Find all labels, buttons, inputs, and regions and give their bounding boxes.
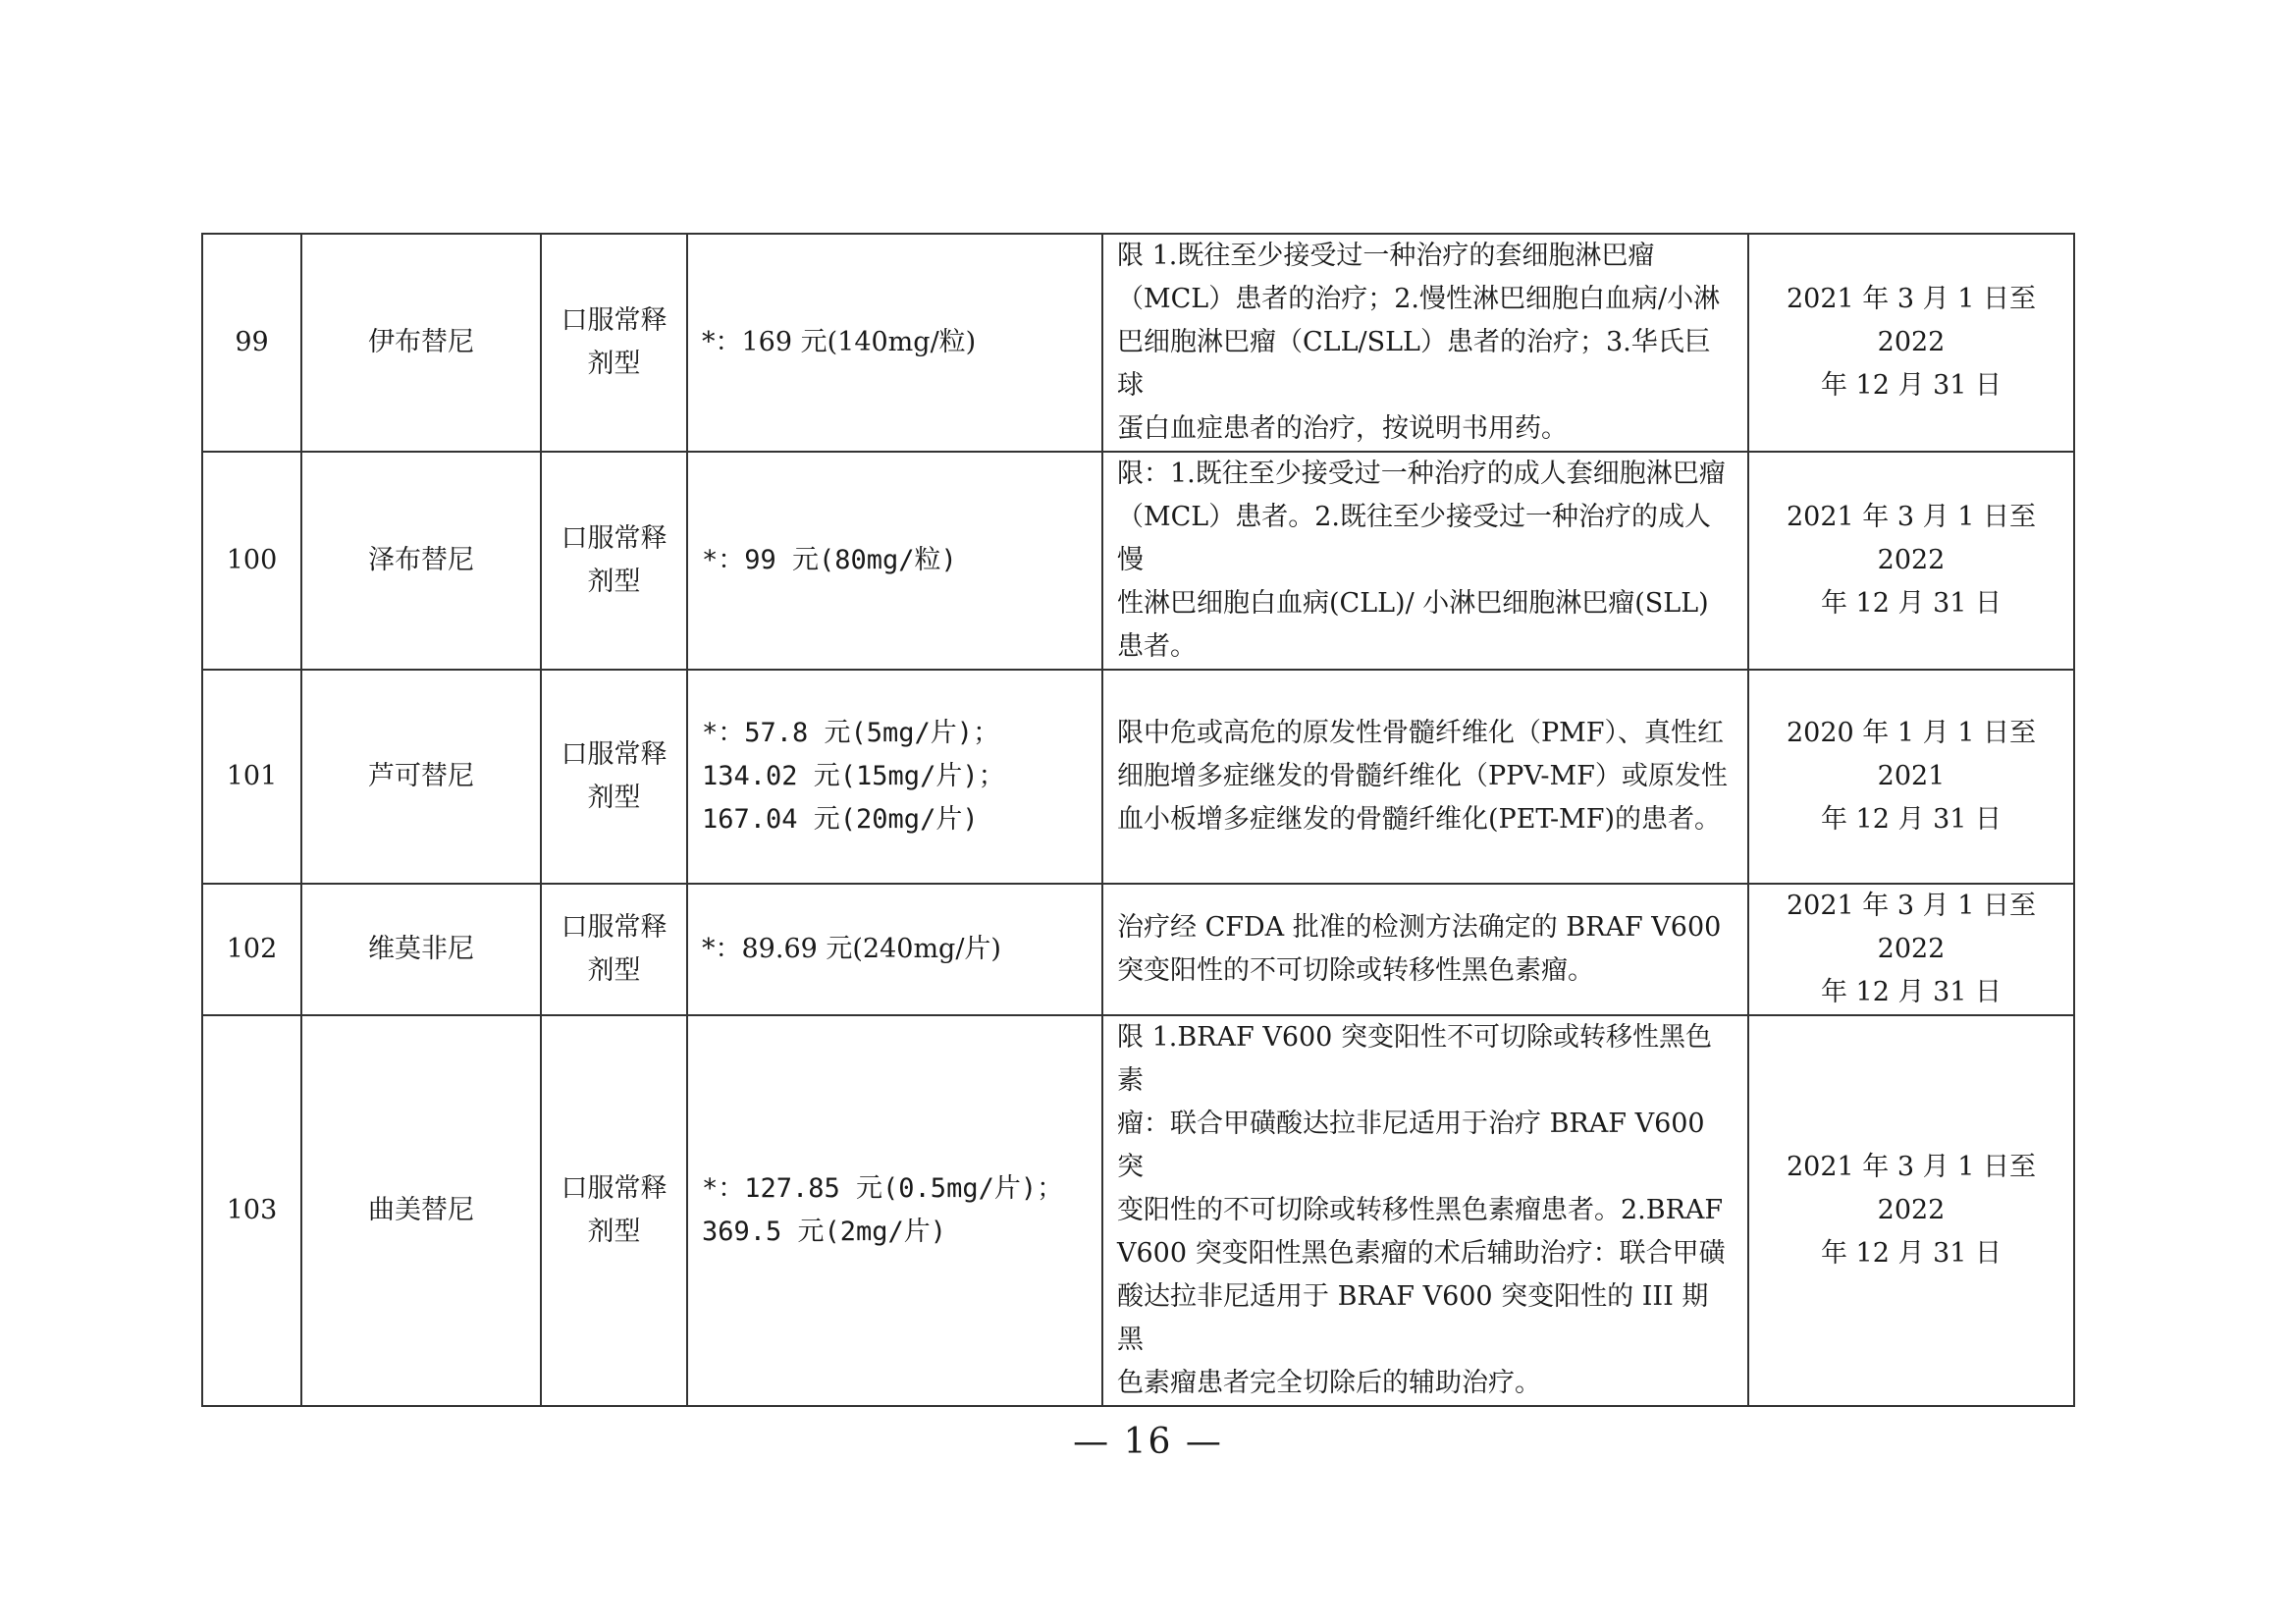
restriction-line: 瘤：联合甲磺酸达拉非尼适用于治疗 BRAF V600 突 xyxy=(1117,1109,1705,1182)
restriction-cell xyxy=(1102,452,1748,670)
validity-line: 2021 年 3 月 1 日至 2022 xyxy=(1787,891,2036,964)
restriction-cell xyxy=(1102,234,1748,452)
dosage-form xyxy=(541,884,687,1015)
drug-name: 伊布替尼 xyxy=(301,234,541,452)
restriction-line: 限 1.既往至少接受过一种治疗的套细胞淋巴瘤 xyxy=(1117,241,1655,271)
validity-line: 年 12 月 31 日 xyxy=(1820,804,2002,835)
drug-name: 曲美替尼 xyxy=(301,1015,541,1406)
validity-period xyxy=(1748,1015,2074,1406)
dosage-form xyxy=(541,452,687,670)
dosage-form-line: 口服常释 xyxy=(561,739,667,770)
table-row xyxy=(202,670,2074,884)
price-cell xyxy=(687,452,1102,670)
drug-name: 维莫非尼 xyxy=(301,884,541,1015)
restriction-line: （MCL）患者的治疗；2.慢性淋巴细胞白血病/小淋 xyxy=(1117,284,1721,314)
dosage-form xyxy=(541,1015,687,1406)
table-row xyxy=(202,884,2074,1015)
price-line: *：57.8 元(5mg/片)； xyxy=(702,718,1000,748)
restriction-line: 患者。 xyxy=(1117,631,1197,662)
validity-line: 年 12 月 31 日 xyxy=(1820,977,2002,1007)
validity-line: 年 12 月 31 日 xyxy=(1820,588,2002,619)
restriction-line: 蛋白血症患者的治疗，按说明书用药。 xyxy=(1117,413,1568,444)
drug-list-table xyxy=(201,233,2075,1407)
restriction-cell xyxy=(1102,884,1748,1015)
price-cell xyxy=(687,670,1102,884)
price-line: *：89.69 元(240mg/片) xyxy=(702,934,1001,964)
dosage-form-line: 口服常释 xyxy=(561,523,667,554)
dosage-form-line: 口服常释 xyxy=(561,305,667,336)
page-number: — 16 — xyxy=(1073,1422,1223,1462)
validity-line: 年 12 月 31 日 xyxy=(1820,1238,2002,1269)
restriction-line: （MCL）患者。2.既往至少接受过一种治疗的成人慢 xyxy=(1117,502,1711,575)
price-line: 369.5 元(2mg/片) xyxy=(702,1217,947,1247)
restriction-line: 突变阳性的不可切除或转移性黑色素瘤。 xyxy=(1117,955,1594,986)
validity-line: 2021 年 3 月 1 日至 2022 xyxy=(1787,284,2036,357)
validity-line: 2021 年 3 月 1 日至 2022 xyxy=(1787,502,2036,575)
row-number: 99 xyxy=(202,234,301,452)
validity-period xyxy=(1748,670,2074,884)
dosage-form-line: 口服常释 xyxy=(561,912,667,943)
restriction-line: 性淋巴细胞白血病(CLL)/ 小淋巴细胞淋巴瘤(SLL) xyxy=(1117,588,1709,619)
price-cell xyxy=(687,884,1102,1015)
table-row xyxy=(202,234,2074,452)
price-line: 167.04 元(20mg/片) xyxy=(702,804,979,835)
price-line: *：169 元(140mg/粒) xyxy=(702,327,977,357)
restriction-line: 限中危或高危的原发性骨髓纤维化（PMF）、真性红 xyxy=(1117,718,1725,748)
restriction-cell xyxy=(1102,670,1748,884)
drug-name: 泽布替尼 xyxy=(301,452,541,670)
dosage-form-line: 剂型 xyxy=(587,955,641,986)
price-line: 134.02 元(15mg/片)； xyxy=(702,761,1005,791)
price-cell xyxy=(687,234,1102,452)
validity-period xyxy=(1748,884,2074,1015)
row-number: 100 xyxy=(202,452,301,670)
restriction-line: 细胞增多症继发的骨髓纤维化（PPV-MF）或原发性 xyxy=(1117,761,1728,791)
validity-line: 年 12 月 31 日 xyxy=(1820,370,2002,401)
price-line: *：127.85 元(0.5mg/片)； xyxy=(702,1173,1064,1204)
row-number: 103 xyxy=(202,1015,301,1406)
table-row xyxy=(202,1015,2074,1406)
row-number: 101 xyxy=(202,670,301,884)
dosage-form-line: 剂型 xyxy=(587,349,641,379)
price-cell xyxy=(687,1015,1102,1406)
restriction-line: 限 1.BRAF V600 突变阳性不可切除或转移性黑色素 xyxy=(1117,1022,1712,1096)
validity-line: 2020 年 1 月 1 日至 2021 xyxy=(1787,718,2036,791)
restriction-line: 变阳性的不可切除或转移性黑色素瘤患者。2.BRAF xyxy=(1117,1195,1724,1225)
dosage-form-line: 剂型 xyxy=(587,567,641,597)
restriction-cell xyxy=(1102,1015,1748,1406)
restriction-line: 酸达拉非尼适用于 BRAF V600 突变阳性的 III 期黑 xyxy=(1117,1281,1709,1355)
dosage-form-line: 剂型 xyxy=(587,783,641,813)
dosage-form-line: 剂型 xyxy=(587,1217,641,1247)
restriction-line: V600 突变阳性黑色素瘤的术后辅助治疗：联合甲磺 xyxy=(1117,1238,1726,1269)
price-line: *：99 元(80mg/粒) xyxy=(702,545,957,575)
drug-name: 芦可替尼 xyxy=(301,670,541,884)
restriction-line: 色素瘤患者完全切除后的辅助治疗。 xyxy=(1117,1368,1541,1398)
row-number: 102 xyxy=(202,884,301,1015)
restriction-line: 治疗经 CFDA 批准的检测方法确定的 BRAF V600 xyxy=(1117,912,1722,943)
dosage-form-line: 口服常释 xyxy=(561,1173,667,1204)
restriction-line: 巴细胞淋巴瘤（CLL/SLL）患者的治疗；3.华氏巨球 xyxy=(1117,327,1711,401)
restriction-line: 限：1.既往至少接受过一种治疗的成人套细胞淋巴瘤 xyxy=(1117,459,1726,489)
validity-period xyxy=(1748,452,2074,670)
validity-line: 2021 年 3 月 1 日至 2022 xyxy=(1787,1152,2036,1225)
dosage-form xyxy=(541,670,687,884)
table-row xyxy=(202,452,2074,670)
validity-period xyxy=(1748,234,2074,452)
restriction-line: 血小板增多症继发的骨髓纤维化(PET-MF)的患者。 xyxy=(1117,804,1721,835)
dosage-form xyxy=(541,234,687,452)
